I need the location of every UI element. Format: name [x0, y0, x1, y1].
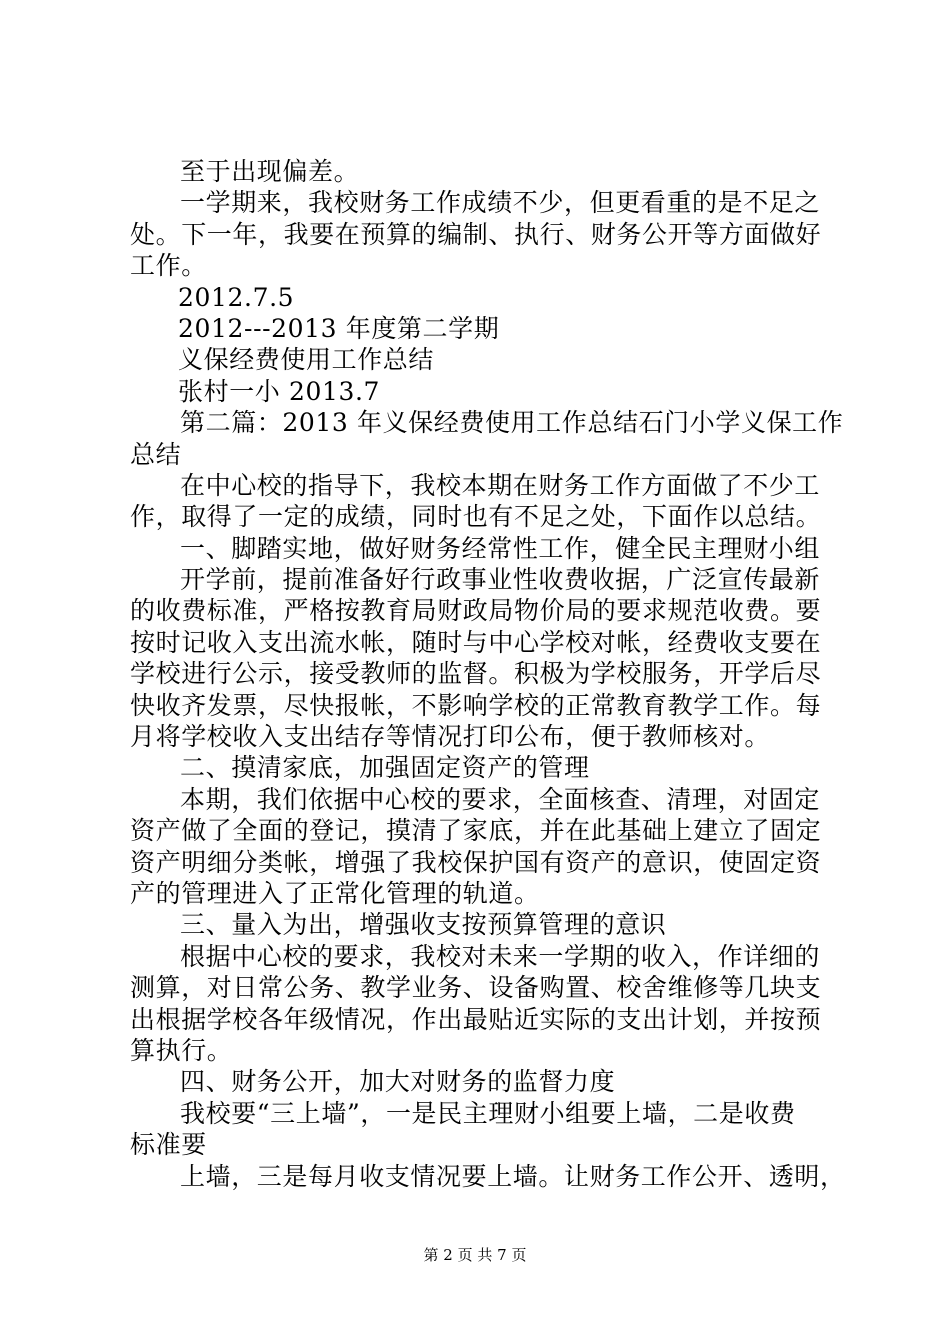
text-line: 产的管理进入了正常化管理的轨道。: [130, 878, 540, 908]
text-line: 一学期来，我校财务工作成绩不少，但更看重的是不足之: [180, 188, 821, 218]
text-line: 在中心校的指导下，我校本期在财务工作方面做了不少工: [180, 470, 821, 500]
text-line: 出根据学校各年级情况，作出最贴近实际的支出计划，并按预: [130, 1004, 822, 1034]
section-heading: 第二篇：2013 年义保经费使用工作总结石门小学义保工作: [180, 408, 844, 438]
semester-line: 2012---2013 年度第二学期: [178, 313, 500, 343]
text-line: 至于出现偏差。: [180, 157, 360, 186]
text-line: 根据中心校的要求，我校对未来一学期的收入，作详细的: [180, 941, 821, 971]
date-line: 2012.7.5: [178, 282, 295, 312]
text-line: 工作。: [130, 251, 207, 281]
subheading: 二、摸清家底，加强固定资产的管理: [180, 753, 590, 783]
text-line: 月将学校收入支出结存等情况打印公布，便于教师核对。: [130, 722, 771, 752]
text-line: 资产做了全面的登记，摸清了家底，并在此基础上建立了固定: [130, 816, 822, 846]
text-line: 作，取得了一定的成绩，同时也有不足之处，下面作以总结。: [130, 502, 822, 532]
text-line: 资产明细分类帐，增强了我校保护国有资产的意识，使固定资: [130, 847, 822, 877]
text-line: 测算，对日常公务、教学业务、设备购置、校舍维修等几块支: [130, 973, 822, 1003]
text-line: 按时记收入支出流水帐，随时与中心学校对帐，经费收支要在: [130, 627, 822, 657]
page-number-footer: 第 2 页 共 7 页: [423, 1246, 527, 1264]
text-line: 快收齐发票，尽快报帐，不影响学校的正常教育教学工作。每: [130, 690, 822, 720]
text-line: 处。下一年，我要在预算的编制、执行、财务公开等方面做好: [130, 219, 822, 249]
text-line: 本期，我们依据中心校的要求，全面核查、清理，对固定: [180, 784, 821, 814]
text-line: 标准要: [130, 1130, 207, 1160]
text-line: 学校进行公示，接受教师的监督。积极为学校服务，开学后尽: [130, 659, 822, 689]
signature-line: 张村一小 2013.7: [178, 376, 381, 406]
section-heading: 总结: [130, 439, 182, 469]
subheading: 四、财务公开，加大对财务的监督力度: [180, 1067, 616, 1097]
text-line: 的收费标准，严格按教育局财政局物价局的要求规范收费。要: [130, 596, 822, 626]
text-line: 算执行。: [130, 1035, 233, 1065]
text-line: 我校要“三上墙”，一是民主理财小组要上墙，二是收费: [180, 1098, 796, 1128]
text-line: 上墙，三是每月收支情况要上墙。让财务工作公开、透明，: [180, 1161, 846, 1191]
subheading: 三、量入为出，增强收支按预算管理的意识: [180, 910, 667, 940]
subheading: 一、脚踏实地，做好财务经常性工作，健全民主理财小组: [180, 533, 821, 563]
text-line: 开学前，提前准备好行政事业性收费收据，广泛宣传最新: [180, 565, 821, 595]
title-line: 义保经费使用工作总结: [178, 345, 435, 375]
document-body: [130, 156, 846, 1192]
